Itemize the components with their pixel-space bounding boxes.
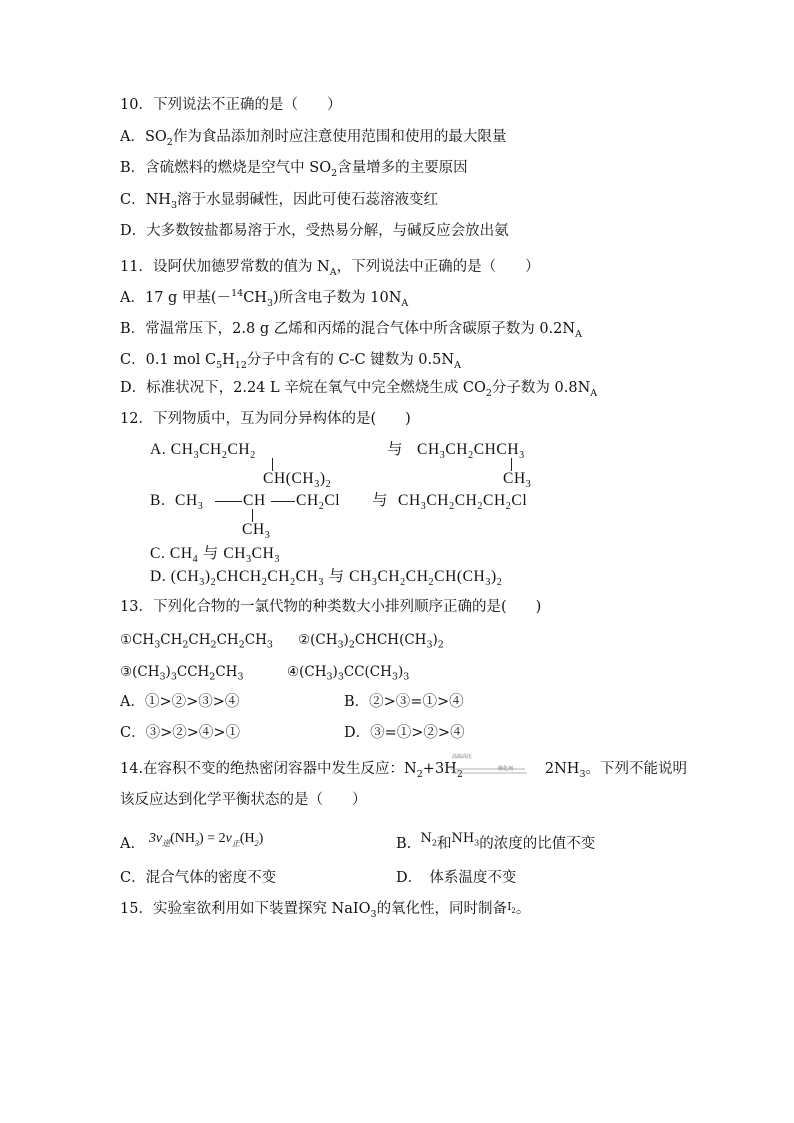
q10-option-a: A．$SO_2$作为食品添加剂时应注意使用范围和使用的最大限量 <box>120 129 507 148</box>
q14-option-a: A. $3v_逆(NH_3) = 2v_正(H_2)$ <box>120 831 264 852</box>
q13-option-c: C．③>②>④>① <box>120 725 241 741</box>
q11-option-c: C．0.1 mol $C_5H_{12}$分子中含有的 C-C 键数为 $0.5N_A$ <box>120 352 461 371</box>
q12-b-bond-1 <box>215 501 242 502</box>
q12-b-left-branch: $CH_3$ <box>242 521 271 542</box>
q11-option-d: D．标准状况下，2.24 L 辛烷在氧气中完全燃烧生成 $CO_2$分子数为 $0.8N_A$ <box>120 380 598 399</box>
q14-condition-top: 高温高压 <box>452 754 473 760</box>
q10-option-d: D．大多数铵盐都易溶于水，受热易分解，与碱反应会放出氨 <box>120 223 509 239</box>
q10-stem: 10．下列说法不正确的是（ ） <box>120 97 342 113</box>
q12-b-left-c1: $CH_3$ <box>175 492 204 513</box>
q12-b-connector: 与 <box>372 492 389 509</box>
q14-stem-line2: 该反应达到化学平衡状态的是（ ） <box>120 792 367 808</box>
q11-option-a: A．17 g 甲基$(-^{14}CH_3)$所含电子数为 $10N_A$ <box>120 288 409 309</box>
q13-compound-3: $③(CH_3)_3CCH_2CH_3$ <box>120 664 244 683</box>
q14-stem-line1: 14.在容积不变的绝热密闭容器中发生反应：$N_2+3H_2$ $2NH_3$。下列不能说明 <box>120 761 687 780</box>
q12-b-right-formula: $CH_3CH_2CH_2CH_2Cl$ <box>398 492 528 513</box>
q12-b-left-c2: CH <box>243 492 266 509</box>
reversible-arrow-icon <box>449 760 529 768</box>
q13-compound-4: $④(CH_3)_3CC(CH_3)_3$ <box>287 664 410 683</box>
q14-condition-bottom: 催化剂 <box>498 766 514 772</box>
q12-a-connector: 与 <box>387 441 404 458</box>
q12-stem: 12．下列物质中，互为同分异构体的是( ) <box>120 411 411 427</box>
q12-b-label: B. <box>150 492 166 509</box>
q13-option-d: D．③=①>②>④ <box>344 725 465 741</box>
q11-stem: 11．设阿伏加德罗常数的值为 $N_A$，下列说法中正确的是（ ） <box>120 259 540 278</box>
q14-option-c: C．混合气体的密度不变 <box>120 870 277 886</box>
q15-stem: 15．实验室欲利用如下装置探究 NaIO$_3$的氧化性，同时制备$^{I_2}$。 <box>120 900 531 920</box>
q13-compound-2: $②(CH_3)_2CHCH(CH_3)_2$ <box>298 632 444 651</box>
q13-option-b: B．②>③=①>④ <box>344 694 464 710</box>
q12-c-formula: C. $CH_4$ 与 $CH_3CH_3$ <box>150 545 281 566</box>
q12-b-bond-2 <box>271 501 295 502</box>
q13-option-a: A．①>②>③>④ <box>120 694 240 710</box>
q11-option-b: B．常温常压下，2.8 g 乙烯和丙烯的混合气体中所含碳原子数为 $0.2N_A$ <box>120 321 582 340</box>
q12-a-left-formula: A. $CH_3CH_2CH_2$ <box>150 441 256 462</box>
q12-d-formula: D. $(CH_3)_2CHCH_2CH_2CH_3$ 与 $CH_3CH_2CH_2CH(CH_3)_2$ <box>150 568 503 589</box>
q12-a-right-formula: $CH_3CH_2CHCH_3$ <box>417 441 525 462</box>
q10-option-c: C．$NH_3$溶于水显弱碱性，因此可使石蕊溶液变红 <box>120 192 438 211</box>
q12-a-right-branch: $CH_3$ <box>503 470 532 491</box>
q12-b-left-c3: $CH_2Cl$ <box>296 492 341 513</box>
q13-stem: 13．下列化合物的一氯代物的种类数大小排列顺序正确的是( ) <box>120 599 542 615</box>
q12-a-left-branch: $CH(CH_3)_2$ <box>263 470 332 491</box>
q13-compound-1: $①CH_3CH_2CH_2CH_2CH_3$ <box>120 632 273 651</box>
q14-option-d: D． 体系温度不变 <box>396 870 517 886</box>
q10-option-b: B．含硫燃料的燃烧是空气中 $SO_2$含量增多的主要原因 <box>120 160 468 179</box>
q14-option-b: B. $N_2$和$NH_3$的浓度的比值不变 <box>396 831 596 852</box>
